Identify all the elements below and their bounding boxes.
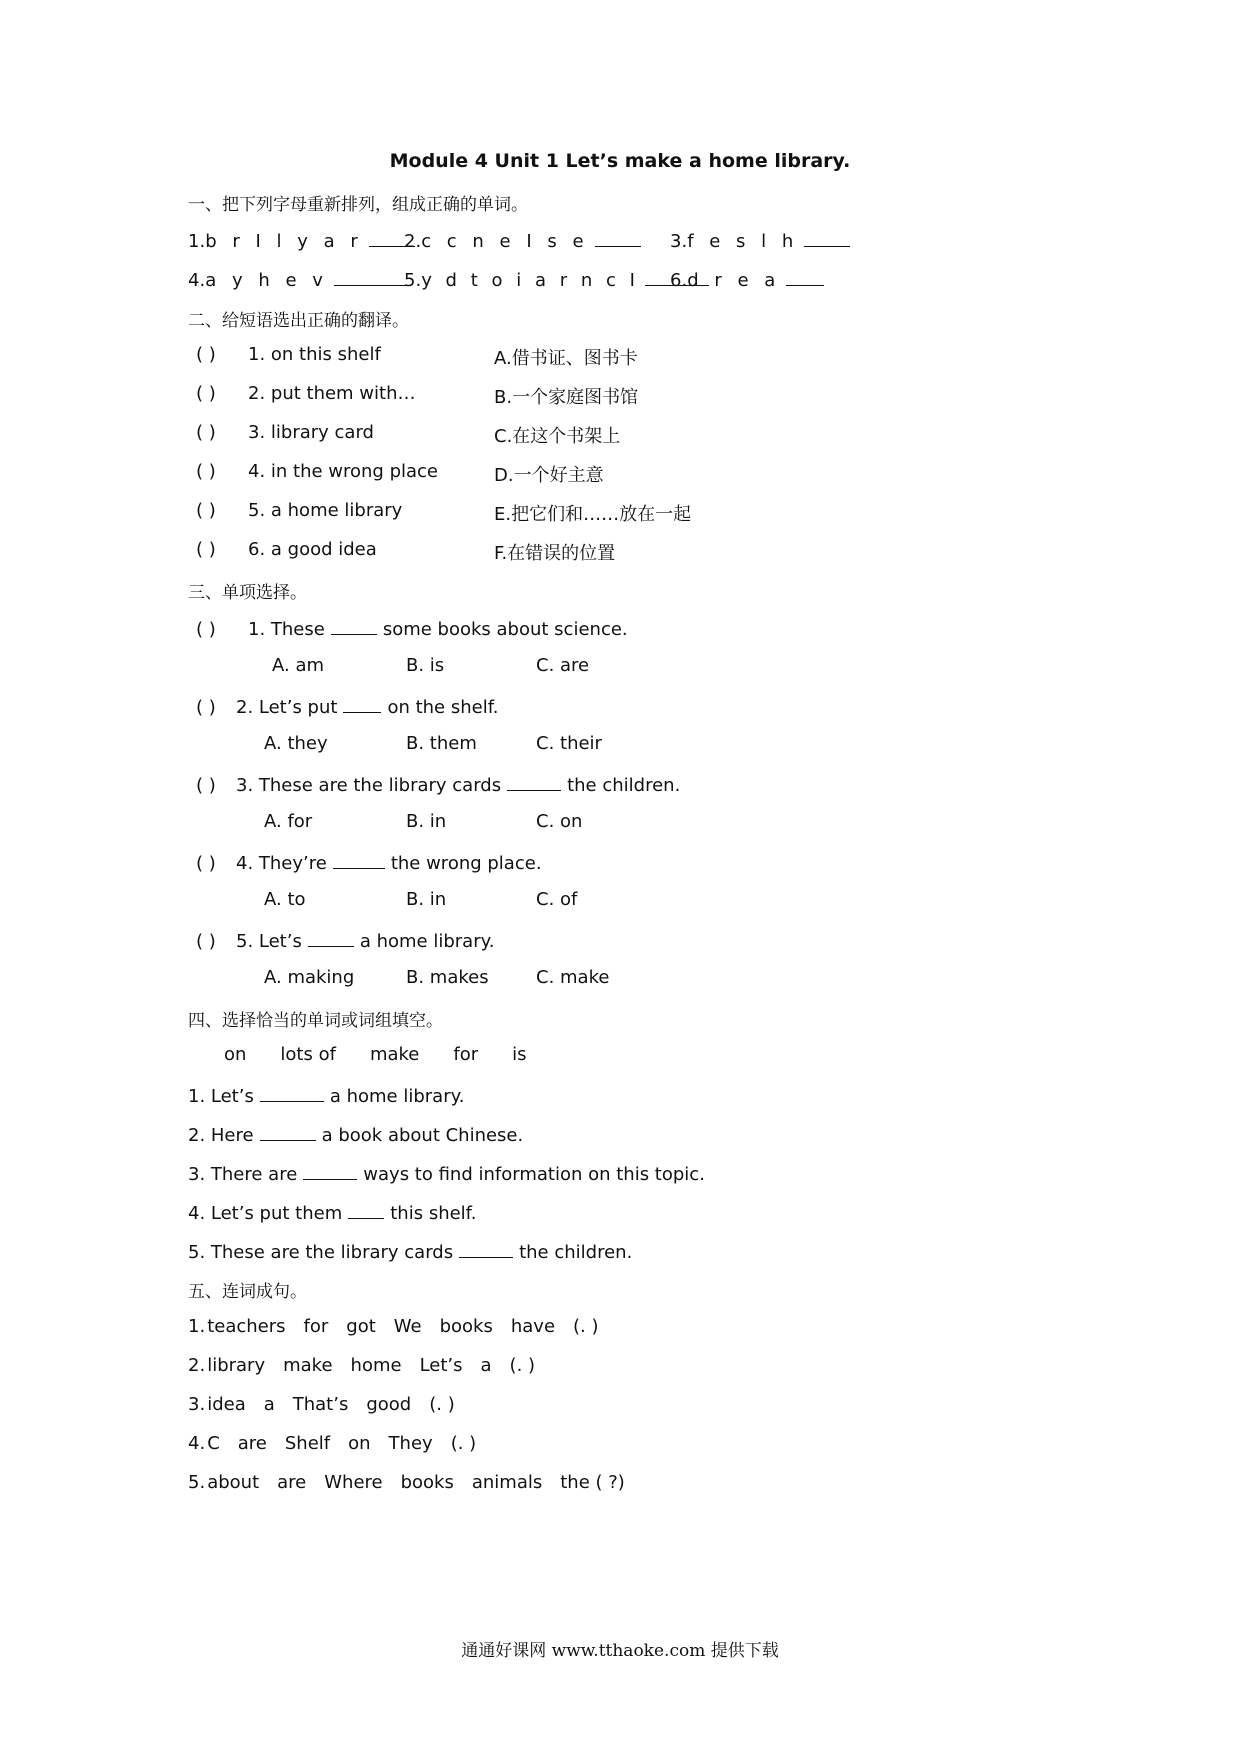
mc-option-b[interactable]: B. is	[406, 655, 445, 676]
page-title: Module 4 Unit 1 Let’s make a home library.	[389, 150, 851, 172]
scramble-item: 3.f e s l h	[670, 228, 856, 252]
answer-blank[interactable]	[303, 1161, 357, 1180]
mc-option-b[interactable]: B. makes	[406, 967, 489, 988]
sentence-scramble: 1. teachers for got We books have (. )	[188, 1316, 599, 1337]
fill-blank-item: 4. Let’s put them this shelf.	[188, 1200, 476, 1224]
mc-option-c[interactable]: C. on	[536, 811, 583, 832]
match-option: B.一个家庭图书馆	[494, 387, 639, 408]
mc-question: ( ) 5. Let’s a home library.	[196, 928, 494, 952]
answer-blank[interactable]	[459, 1239, 513, 1258]
answer-blank[interactable]	[804, 228, 850, 247]
scramble-item: 4.a y h e v	[188, 267, 412, 291]
match-option: D.一个好主意	[494, 465, 604, 486]
answer-blank[interactable]	[348, 1200, 384, 1219]
answer-paren[interactable]: ( )	[196, 422, 216, 443]
section3-heading: 三、单项选择。	[188, 583, 307, 603]
sentence-scramble: 2. library make home Let’s a (. )	[188, 1355, 536, 1376]
match-row: ( ) 6. a good idea	[196, 539, 377, 560]
footer-credit: 通通好课网 www.tthaoke.com 提供下载	[461, 1641, 779, 1661]
answer-blank[interactable]	[260, 1122, 316, 1141]
answer-paren[interactable]: ( )	[196, 461, 216, 482]
word-bank-item: is	[512, 1044, 527, 1065]
match-option: C.在这个书架上	[494, 426, 621, 447]
section5-heading: 五、连词成句。	[188, 1282, 307, 1302]
mc-option-a[interactable]: A. making	[264, 967, 355, 988]
answer-blank[interactable]	[507, 772, 561, 791]
answer-blank[interactable]	[308, 928, 354, 947]
answer-paren[interactable]: ( )	[196, 775, 216, 796]
match-option: F.在错误的位置	[494, 543, 616, 564]
mc-option-c[interactable]: C. their	[536, 733, 602, 754]
answer-blank[interactable]	[260, 1083, 324, 1102]
match-row: ( ) 5. a home library	[196, 500, 403, 521]
mc-question: ( ) 3. These are the library cards the children.	[196, 772, 680, 796]
fill-blank-item: 2. Here a book about Chinese.	[188, 1122, 523, 1146]
match-row: ( ) 3. library card	[196, 422, 374, 443]
match-option: A.借书证、图书卡	[494, 348, 638, 369]
answer-blank[interactable]	[786, 267, 824, 286]
mc-option-b[interactable]: B. in	[406, 811, 447, 832]
mc-option-a[interactable]: A. for	[264, 811, 313, 832]
scramble-item: 5.y d t o i a r n c I	[404, 267, 715, 291]
answer-paren[interactable]: ( )	[196, 619, 216, 640]
match-row: ( ) 2. put them with…	[196, 383, 416, 404]
match-option: E.把它们和……放在一起	[494, 504, 692, 525]
fill-blank-item: 1. Let’s a home library.	[188, 1083, 464, 1107]
section2-heading: 二、给短语选出正确的翻译。	[188, 311, 409, 331]
answer-paren[interactable]: ( )	[196, 853, 216, 874]
word-bank-item: lots of	[280, 1044, 336, 1065]
answer-paren[interactable]: ( )	[196, 344, 216, 365]
mc-option-a[interactable]: A. they	[264, 733, 328, 754]
mc-question: ( ) 1. These some books about science.	[196, 616, 628, 640]
answer-paren[interactable]: ( )	[196, 383, 216, 404]
mc-question: ( ) 2. Let’s put on the shelf.	[196, 694, 498, 718]
answer-paren[interactable]: ( )	[196, 539, 216, 560]
sentence-scramble: 4. C are Shelf on They (. )	[188, 1433, 477, 1454]
scramble-item: 6.d r e a	[670, 267, 830, 291]
mc-option-c[interactable]: C. of	[536, 889, 578, 910]
word-bank	[224, 1044, 561, 1065]
answer-blank[interactable]	[333, 850, 385, 869]
section4-heading: 四、选择恰当的单词或词组填空。	[188, 1011, 443, 1031]
word-bank-item: for	[453, 1044, 479, 1065]
match-row: ( ) 4. in the wrong place	[196, 461, 439, 482]
section1-heading: 一、把下列字母重新排列，组成正确的单词。	[188, 195, 528, 215]
word-bank-item: on	[224, 1044, 247, 1065]
answer-blank[interactable]	[334, 267, 406, 286]
answer-paren[interactable]: ( )	[196, 931, 216, 952]
mc-option-a[interactable]: A. am	[272, 655, 325, 676]
fill-blank-item: 3. There are ways to find information on this topic.	[188, 1161, 705, 1185]
mc-option-b[interactable]: B. them	[406, 733, 477, 754]
mc-option-b[interactable]: B. in	[406, 889, 447, 910]
sentence-scramble: 5. about are Where books animals the ( ?)	[188, 1472, 625, 1493]
scramble-item: 1.b r I l y a r	[188, 228, 421, 252]
answer-paren[interactable]: ( )	[196, 697, 216, 718]
mc-question: ( ) 4. They’re the wrong place.	[196, 850, 542, 874]
answer-blank[interactable]	[331, 616, 377, 635]
mc-option-c[interactable]: C. are	[536, 655, 590, 676]
mc-option-c[interactable]: C. make	[536, 967, 610, 988]
answer-blank[interactable]	[343, 694, 381, 713]
answer-paren[interactable]: ( )	[196, 500, 216, 521]
word-bank-item: make	[369, 1044, 420, 1065]
match-row: ( ) 1. on this shelf	[196, 344, 381, 365]
sentence-scramble: 3. idea a That’s good (. )	[188, 1394, 455, 1415]
mc-option-a[interactable]: A. to	[264, 889, 306, 910]
answer-blank[interactable]	[595, 228, 641, 247]
scramble-item: 2.c c n e I s e	[404, 228, 647, 252]
fill-blank-item: 5. These are the library cards the children.	[188, 1239, 632, 1263]
